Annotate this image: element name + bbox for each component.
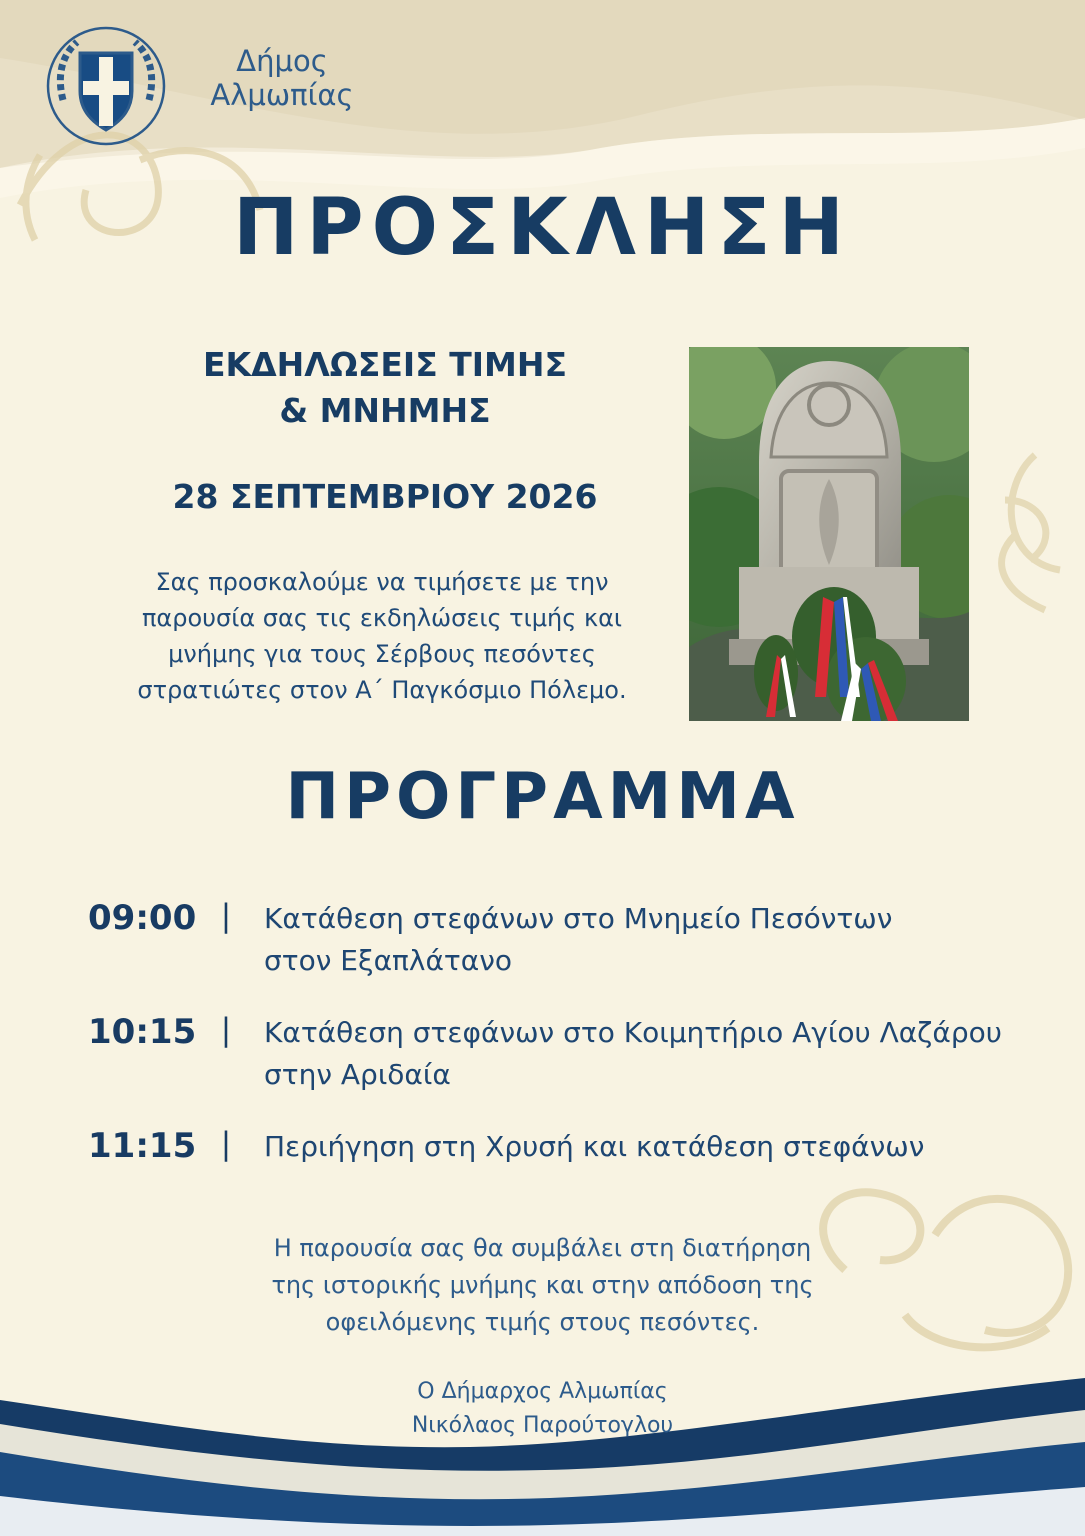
closing-message [210, 1230, 875, 1341]
schedule-row-0900 [88, 898, 1008, 1012]
signature-title: Ο Δήμαρχος Αλμωπίας [417, 1379, 668, 1404]
program-title: ΠΡΟΓΡΑΜΜΑ [285, 760, 800, 834]
event-date: 28 ΣΕΠΤΕΜΒΡΙΟΥ 2026 [172, 477, 598, 516]
schedule-row-1115 [88, 1126, 1008, 1240]
schedule-description-line-2: στον Εξαπλάτανο [264, 944, 513, 977]
intro-line-3: μνήμης για τους Σέρβους πεσόντες [168, 640, 596, 668]
intro-line-2: παρουσία σας τις εκδηλώσεις τιμής και [141, 604, 623, 632]
invitation-title: ΠΡΟΣΚΛΗΣΗ [233, 183, 852, 273]
ornament-right [1002, 455, 1060, 610]
closing-line-2: της ιστορικής μνήμης και στην απόδοση της [271, 1271, 814, 1299]
schedule-description-line-1: Περιήγηση στη Χρυσή και κατάθεση στεφάνων [264, 1130, 925, 1163]
schedule-separator: | [220, 1126, 232, 1162]
schedule-description-line-1: Κατάθεση στεφάνων στο Κοιμητήριο Αγίου Λαζάρου [264, 1016, 1002, 1049]
schedule-description [264, 1126, 1034, 1168]
invitation-intro [86, 564, 678, 708]
schedule-description [264, 898, 1034, 982]
municipality-line-1: Δήμος [236, 44, 328, 78]
event-title [135, 342, 635, 434]
schedule-time: 09:00 [88, 898, 197, 938]
event-title-line-2: & ΜΝΗΜΗΣ [279, 391, 491, 430]
schedule-row-1015 [88, 1012, 1008, 1126]
schedule-description [264, 1012, 1034, 1096]
schedule-description-line-2: στην Αριδαία [264, 1058, 451, 1091]
schedule-description-line-1: Κατάθεση στεφάνων στο Μνημείο Πεσόντων [264, 902, 893, 935]
mayor-signature [330, 1375, 755, 1443]
closing-line-3: οφειλόμενης τιμής στους πεσόντες. [325, 1308, 760, 1336]
memorial-photo [689, 347, 969, 721]
schedule-separator: | [220, 898, 232, 934]
municipality-name [192, 44, 372, 112]
municipality-line-2: Αλμωπίας [210, 78, 354, 112]
intro-line-1: Σας προσκαλούμε να τιμήσετε με την [155, 568, 609, 596]
coat-of-arms [42, 22, 170, 150]
program-schedule [88, 898, 1008, 1240]
schedule-time: 10:15 [88, 1012, 197, 1052]
signature-name: Νικόλαος Παρούτογλου [411, 1413, 674, 1438]
closing-line-1: Η παρουσία σας θα συμβάλει στη διατήρηση [273, 1234, 812, 1262]
intro-line-4: στρατιώτες στον Α΄ Παγκόσμιο Πόλεμο. [137, 676, 627, 704]
schedule-separator: | [220, 1012, 232, 1048]
schedule-time: 11:15 [88, 1126, 197, 1166]
event-title-line-1: ΕΚΔΗΛΩΣΕΙΣ ΤΙΜΗΣ [202, 345, 568, 384]
